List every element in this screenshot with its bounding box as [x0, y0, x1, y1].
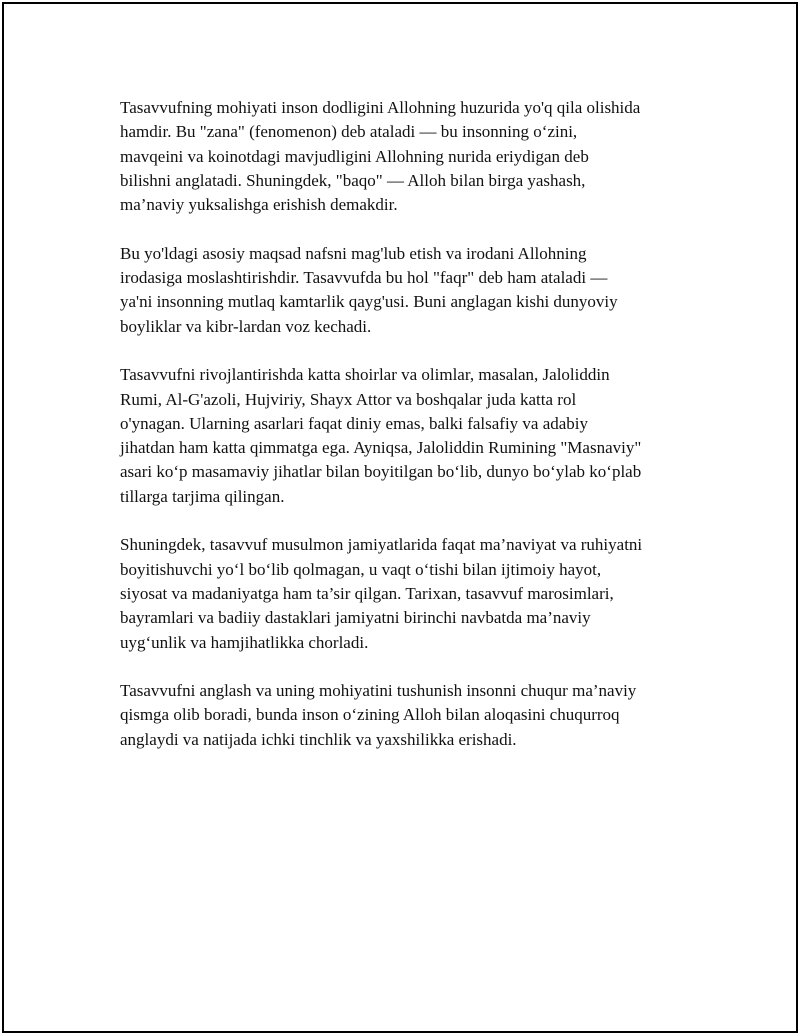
paragraph-line: bilishni anglatadi. Shuningdek, "baqo" — Alloh bilan birga yashash, — [120, 170, 586, 190]
paragraph-line: Shuningdek, tasavvuf musulmon jamiyatlarida faqat ma’naviyat va ruhiyatni — [120, 535, 643, 555]
paragraph-line: Tasavvufni rivojlantirishda katta shoirlar va olimlar, masalan, Jaloliddin — [120, 365, 610, 385]
paragraph-line: asari ko‘p masamaviy jihatlar bilan boyitilgan bo‘lib, dunyo bo‘ylab ko‘plab — [120, 462, 642, 482]
paragraph-4 — [120, 533, 700, 654]
paragraph-line: anglaydi va natijada ichki tinchlik va yaxshilikka erishadi. — [120, 729, 517, 749]
paragraph-line: tillarga tarjima qilingan. — [120, 486, 285, 506]
paragraph-line: ya'ni insonning mutlaq kamtarlik qayg'usi. Buni anglagan kishi dunyoviy — [120, 292, 618, 312]
paragraph-2 — [120, 242, 700, 339]
paragraph-line: jihatdan ham katta qimmatga ega. Ayniqsa, Jaloliddin Rumining "Masnaviy" — [120, 438, 642, 458]
paragraph-1 — [120, 96, 700, 217]
paragraph-line: ma’naviy yuksalishga erishish demakdir. — [120, 195, 398, 215]
paragraph-line: Rumi, Al-G'azoli, Hujviriy, Shayx Attor va boshqalar juda katta rol — [120, 389, 577, 409]
paragraph-line: Bu yo'ldagi asosiy maqsad nafsni mag'lub etish va irodani Allohning — [120, 243, 587, 263]
paragraph-line: Tasavvufning mohiyati inson dodligini Allohning huzurida yo'q qila olishida — [120, 98, 641, 117]
document-page — [2, 2, 798, 1033]
paragraph-line: hamdir. Bu "zana" (fenomenon) deb ataladi — bu insonning o‘zini, — [120, 122, 578, 142]
paragraph-line: mavqeini va koinotdagi mavjudligini Allohning nurida eriydigan deb — [120, 146, 589, 166]
paragraph-line: irodasiga moslashtirishdir. Tasavvufda bu hol "faqr" deb ham ataladi — — [120, 268, 608, 288]
paragraph-line: bayramlari va badiiy dastaklari jamiyatni birinchi navbatda ma’naviy — [120, 608, 591, 628]
paragraph-line: o'ynagan. Ularning asarlari faqat diniy emas, balki falsafiy va adabiy — [120, 413, 589, 433]
paragraph-line: qismga olib boradi, bunda inson o‘zining Alloh bilan aloqasini chuqurroq — [120, 705, 620, 725]
paragraph-line: boyliklar va kibr-lardan voz kechadi. — [120, 316, 372, 336]
paragraph-line: boyitishuvchi yo‘l bo‘lib qolmagan, u vaqt o‘tishi bilan ijtimoiy hayot, — [120, 559, 602, 579]
paragraph-line: Tasavvufni anglash va uning mohiyatini tushunish insonni chuqur ma’naviy — [120, 681, 637, 701]
paragraph-3 — [120, 363, 700, 509]
paragraph-5 — [120, 679, 700, 752]
document-body — [120, 96, 700, 776]
paragraph-line: siyosat va madaniyatga ham ta’sir qilgan. Tarixan, tasavvuf marosimlari, — [120, 583, 614, 603]
paragraph-line: uyg‘unlik va hamjihatlikka chorladi. — [120, 632, 369, 652]
